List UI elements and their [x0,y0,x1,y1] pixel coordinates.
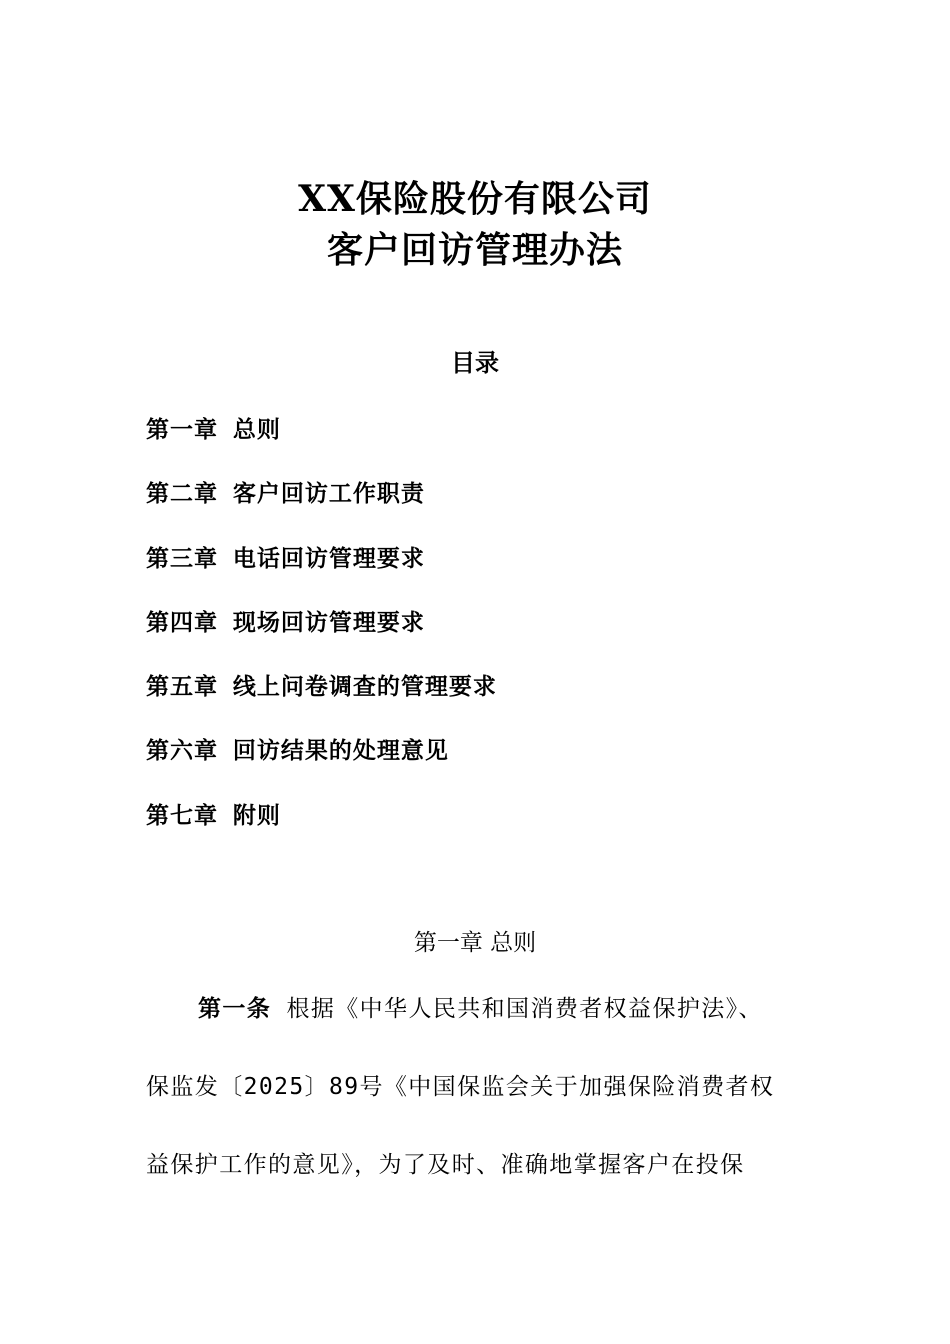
table-of-contents [146,410,497,860]
toc-item-chapter-3: 第三章 电话回访管理要求 [146,545,425,572]
article-1-paragraph [146,989,811,1223]
chapter-1-heading: 第一章 总则 [413,930,537,956]
article-label: 第一条 [198,996,272,1022]
paragraph-line: 保监发〔2025〕89号《中国保监会关于加强保险消费者权 [146,1074,775,1100]
toc-item-chapter-4: 第四章 现场回访管理要求 [146,609,425,636]
document-title-line-1: XX保险股份有限公司 [298,178,652,220]
toc-item-chapter-1: 第一章 总则 [146,417,281,443]
toc-heading: 目录 [451,349,499,377]
toc-item-chapter-2: 第二章 客户回访工作职责 [146,481,425,508]
document-title-line-2: 客户回访管理办法 [326,229,623,271]
paragraph-line [146,989,811,1067]
paragraph-line: 益保护工作的意见》，为了及时、准确地掌握客户在投保 [146,1152,745,1178]
toc-item-chapter-6: 第六章 回访结果的处理意见 [146,738,449,765]
toc-item-chapter-5: 第五章 线上问卷调查的管理要求 [146,674,497,701]
toc-item-chapter-7: 第七章 附则 [146,802,281,829]
paragraph-line-text: 根据《中华人民共和国消费者权益保护法》、 [271,996,763,1022]
